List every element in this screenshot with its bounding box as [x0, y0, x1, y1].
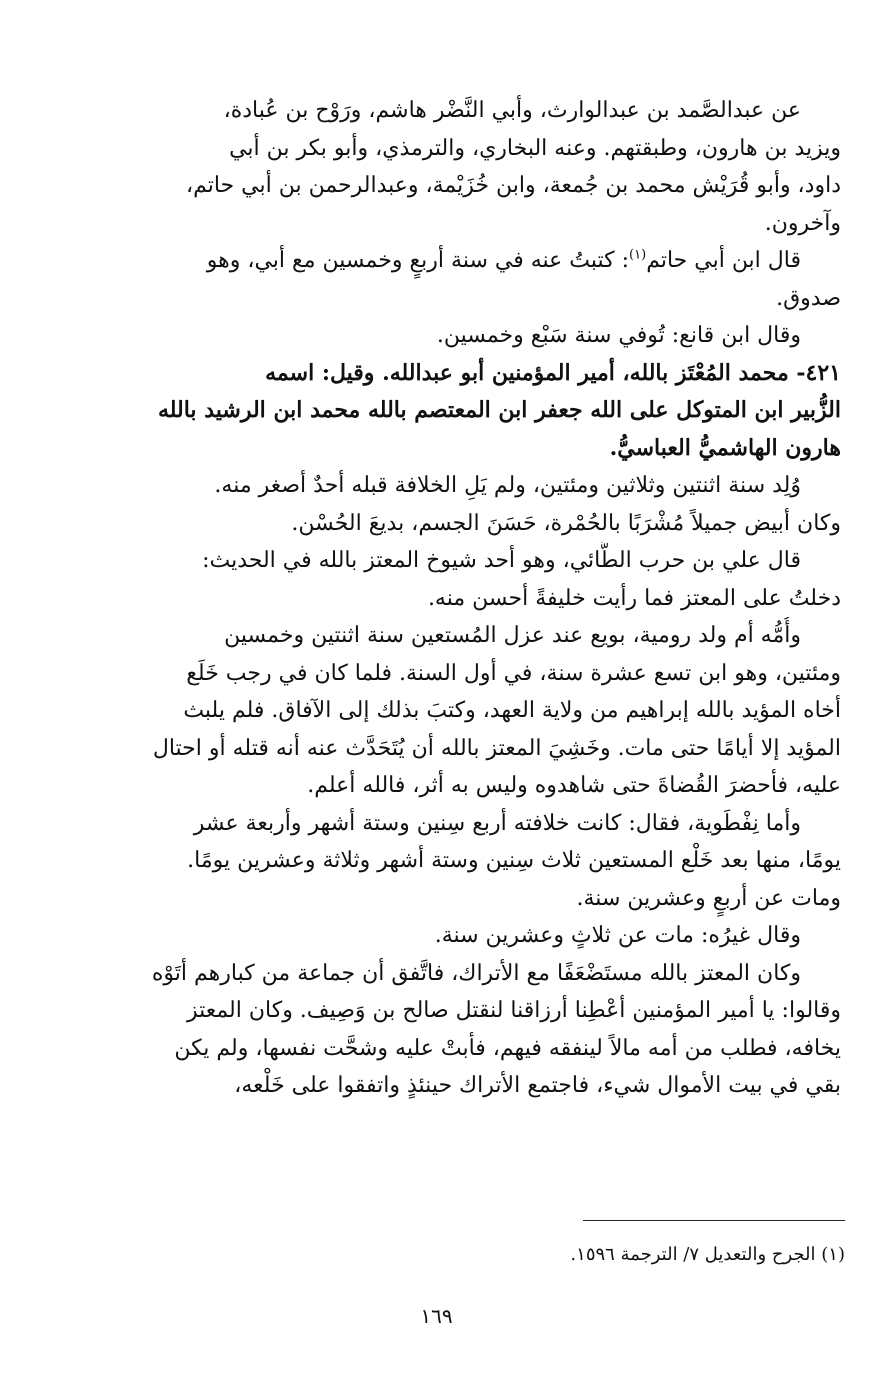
- text-line: وأما نِفْطَوية، فقال: كانت خلافته أربع سِنين وستة أشهر وأربعة عشر: [193, 810, 801, 836]
- text-line: ومئتين، وهو ابن تسع عشرة سنة، في أول السنة. فلما كان في رجب خَلَع: [186, 660, 841, 686]
- text-line: عليه، فأحضرَ القُضاةَ حتى شاهدوه وليس به أثر، فالله أعلم.: [307, 773, 841, 798]
- main-text: [92, 92, 841, 1105]
- text-segment: : كتبتُ عنه في سنة أربعٍ وخمسين مع أبي، وهو: [206, 248, 630, 273]
- footnote-text: الجرح والتعديل ٧/ الترجمة ١٥٩٦.: [570, 1244, 816, 1265]
- text-line: وكان المعتز بالله مستَضْعَفًا مع الأتراك، فاتَّفق أن جماعة من كبارهم أتَوْه: [151, 960, 801, 986]
- text-line: بقي في بيت الأموال شيء، فاجتمع الأتراك حينئذٍ واتفقوا على خَلْعه،: [234, 1073, 841, 1098]
- page-number: ١٦٩: [420, 1304, 453, 1328]
- text-segment: قال ابن أبي حاتم: [646, 248, 801, 273]
- entry-heading-line: [92, 355, 841, 393]
- text-line: ومات عن أربعٍ وعشرين سنة.: [576, 885, 841, 911]
- footnote-divider: [583, 1220, 845, 1221]
- text-line: عن عبدالصَّمد بن عبدالوارث، وأبي النَّضْر هاشم، ورَوْح بن عُبادة،: [223, 98, 801, 123]
- text-line: قال علي بن حرب الطَّائي، وهو أحد شيوخ المعتز بالله في الحديث:: [202, 548, 801, 573]
- text-line: أخاه المؤيد بالله إبراهيم من ولاية العهد، وكتبَ بذلك إلى الآفاق. فلم يلبث: [183, 698, 841, 723]
- footnote-reference[interactable]: (١): [629, 247, 647, 263]
- text-line: المؤيد إلا أيامًا حتى مات. وخَشِيَ المعتز بالله أن يُتَحَدَّث عنه أنه قتله أو احتال: [152, 735, 841, 761]
- text-line: وأُمُّه أم ولد رومية، بويع عند عزل المُستعين سنة اثنتين وخمسين: [224, 623, 801, 648]
- footnote-marker: (١): [821, 1244, 845, 1265]
- text-line: وآخرون.: [764, 210, 841, 236]
- footnote: [300, 1242, 845, 1268]
- text-line: داود، وأبو قُرَيْش محمد بن جُمعة، وابن خُزَيْمة، وعبدالرحمن بن أبي حاتم،: [185, 173, 841, 198]
- text-line: يخافه، فطلب من أمه مالاً لينفقه فيهم، فأبتْ عليه وشحَّت نفسها، ولم يكن: [174, 1035, 841, 1061]
- text-line: صدوق.: [776, 285, 841, 311]
- text-line-with-footnote: [92, 242, 841, 280]
- text-line: وقالوا: يا أمير المؤمنين أعْطِنا أرزاقنا لنقتل صالح بن وَصِيف. وكان المعتز: [186, 998, 841, 1023]
- entry-heading-text: - محمد المُعْتَز بالله، أمير المؤمنين أبو عبدالله. وقيل: اسمه: [265, 359, 806, 386]
- text-line: وقال غيرُه: مات عن ثلاثٍ وعشرين سنة.: [434, 923, 801, 948]
- text-line: دخلتُ على المعتز فما رأيت خليفةً أحسن منه.: [427, 585, 841, 611]
- text-line: ويزيد بن هارون، وطبقتهم. وعنه البخاري، والترمذي، وأبو بكر بن أبي: [229, 135, 841, 161]
- text-line: يومًا، منها بعد خَلْع المستعين ثلاث سِنين وستة أشهر وثلاثة وعشرين يومًا.: [187, 848, 841, 873]
- entry-heading-line: الزُّبير ابن المتوكل على الله جعفر ابن المعتصم بالله محمد ابن الرشيد بالله: [157, 397, 841, 423]
- text-line: وُلِد سنة اثنتين وثلاثين ومئتين، ولم يَلِ الخلافة قبله أحدٌ أصغر منه.: [214, 473, 801, 498]
- text-line: وكان أبيض جميلاً مُشْرَبًا بالحُمْرة، حَسَنَ الجسم، بديعَ الحُسْن.: [291, 510, 841, 536]
- entry-heading-line: هارون الهاشميُّ العباسيُّ.: [609, 434, 841, 461]
- text-line: وقال ابن قانع: تُوفي سنة سَبْع وخمسين.: [436, 323, 801, 348]
- entry-number: ٤٢١: [805, 359, 841, 386]
